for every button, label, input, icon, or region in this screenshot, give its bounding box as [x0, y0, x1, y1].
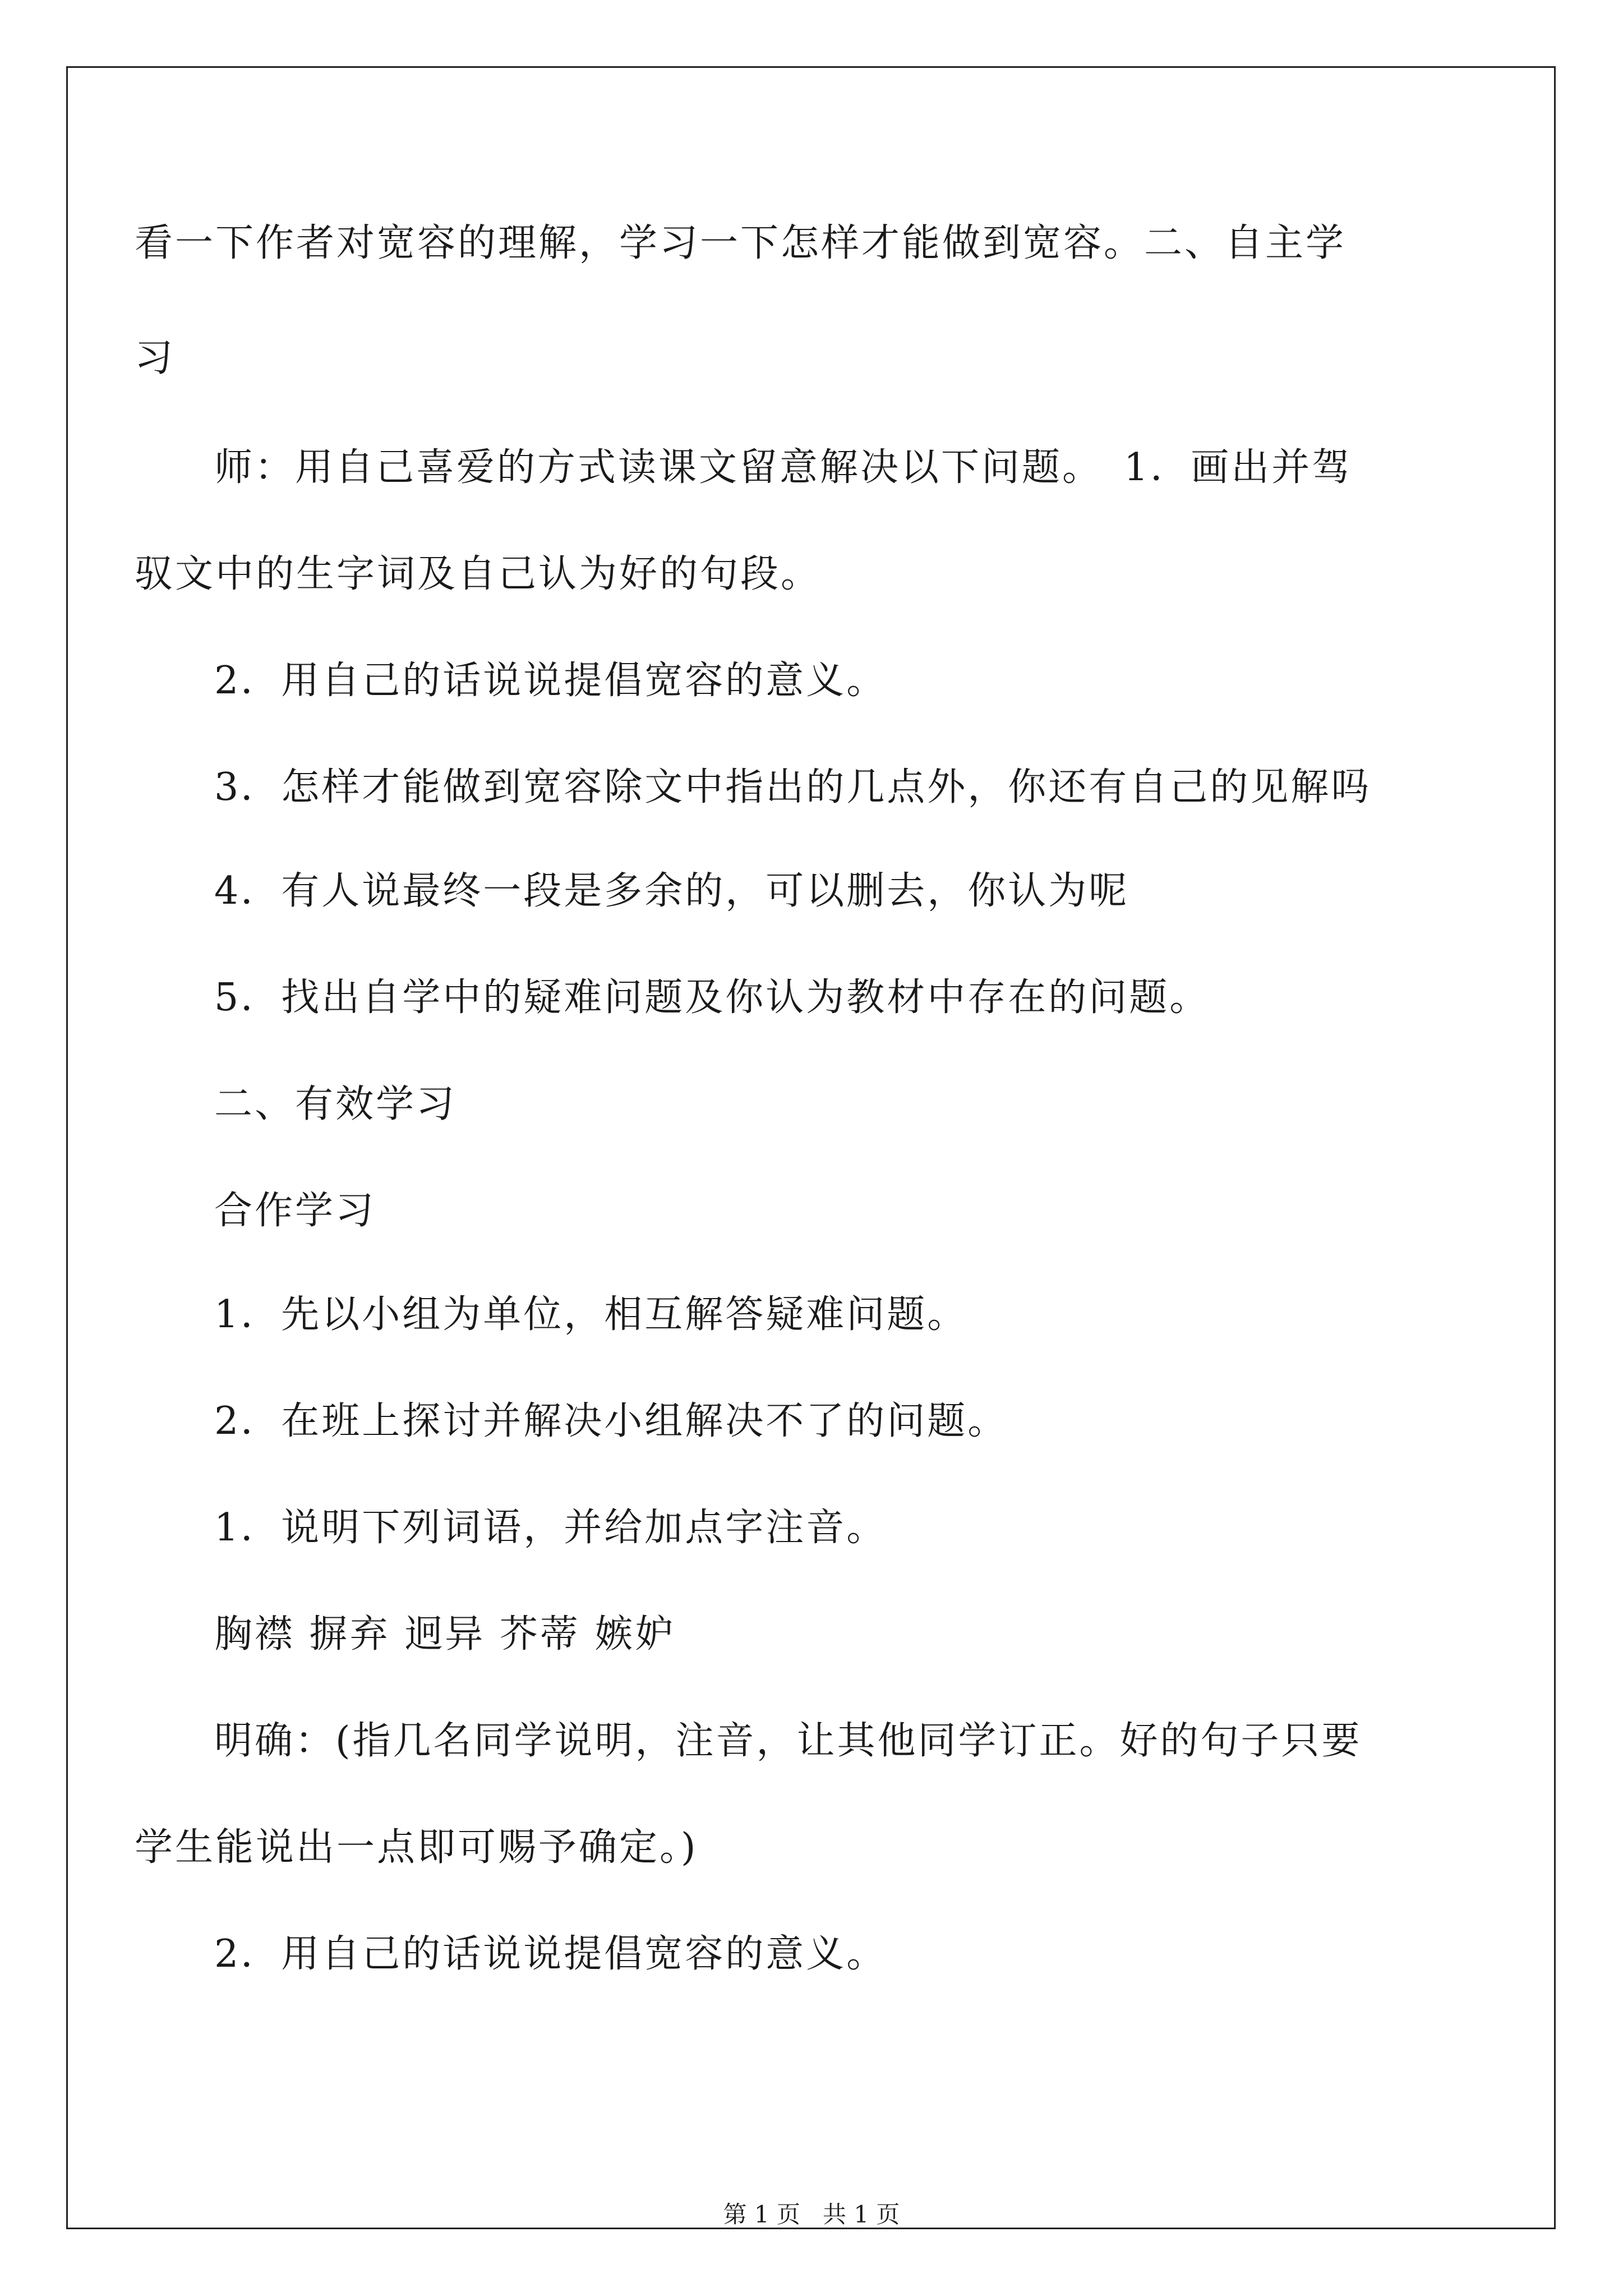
page-number: 第 1 页	[723, 2201, 800, 2228]
text-line: 明确：(指几名同学说明，注音，让其他同学订正。好的句子只要	[214, 1719, 1362, 1763]
text-line: 5．找出自学中的疑难问题及你认为教材中存在的问题。	[214, 976, 1210, 1020]
text-line: 1．先以小组为单位，相互解答疑难问题。	[214, 1292, 968, 1337]
text-line: 4．有人说最终一段是多余的，可以删去，你认为呢	[214, 869, 1129, 913]
text-line: 习	[135, 336, 176, 380]
text-line: 师：用自己喜爱的方式读课文留意解决以下问题。 1．画出并驾	[214, 445, 1353, 490]
text-line: 2．在班上探讨并解决小组解决不了的问题。	[214, 1399, 1008, 1443]
section-heading: 二、有效学习	[214, 1082, 457, 1126]
text-line: 1．说明下列词语，并给加点字注音。	[214, 1506, 887, 1550]
text-line: 学生能说出一点即可赐予确定。)	[135, 1825, 698, 1870]
text-line: 2．用自己的话说说提倡宽容的意义。	[214, 659, 887, 703]
text-line: 2．用自己的话说说提倡宽容的意义。	[214, 1932, 887, 1976]
vocabulary-line: 胸襟 摒弃 迥异 芥蒂 嫉妒	[214, 1612, 676, 1657]
page-total: 共 1 页	[823, 2201, 900, 2228]
page-footer	[0, 2196, 1623, 2230]
subsection-heading: 合作学习	[214, 1189, 376, 1233]
text-line: 驭文中的生字词及自己认为好的句段。	[135, 552, 822, 596]
text-line: 3．怎样才能做到宽容除文中指出的几点外，你还有自己的见解吗	[214, 765, 1372, 809]
text-line: 看一下作者对宽容的理解，学习一下怎样才能做到宽容。二、自主学	[135, 221, 1347, 265]
